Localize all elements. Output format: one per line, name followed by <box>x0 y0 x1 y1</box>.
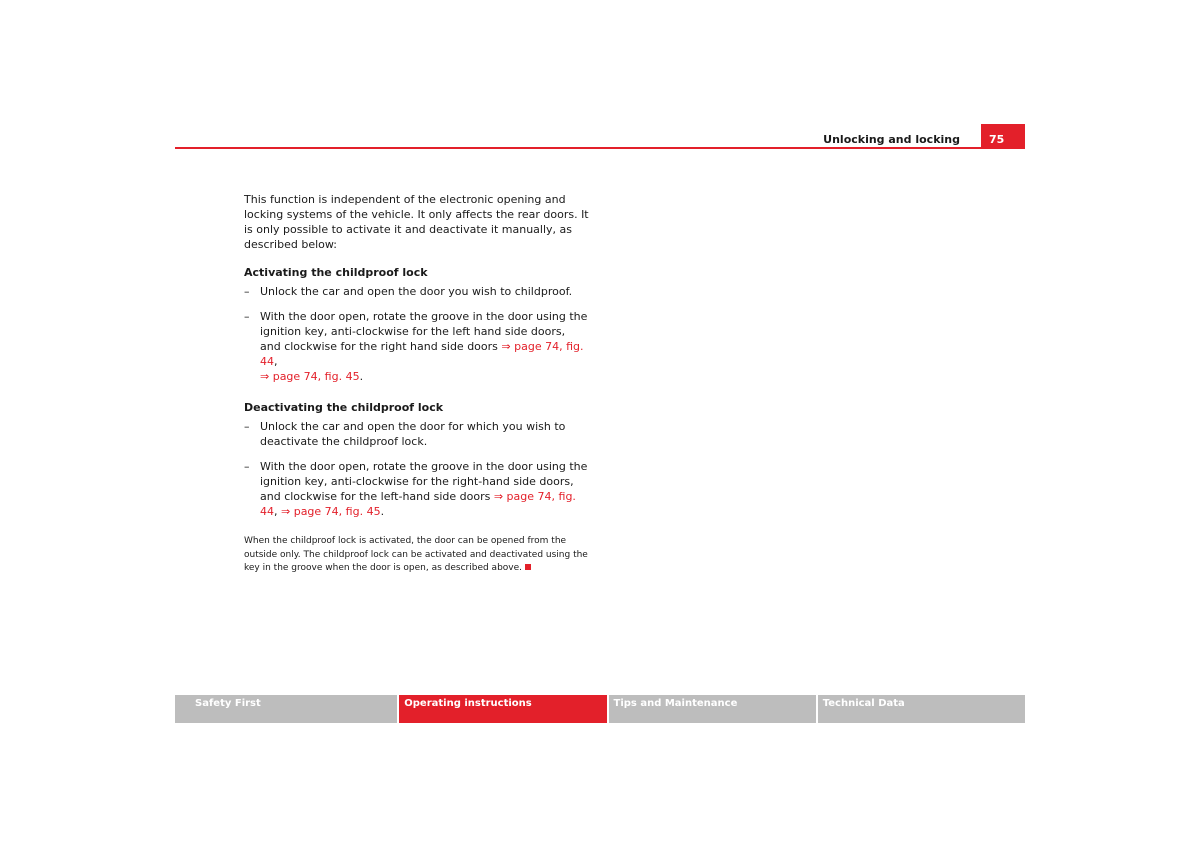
footer-chapter-tabs <box>175 695 1025 723</box>
intro-paragraph: This function is independent of the electronic opening and locking systems of the vehicle. It only affects the rear doors. It is only possible to activate it and deactivate it manually, as described below: <box>244 193 589 251</box>
page-reference-link[interactable]: ⇒ page 74, fig. 44 <box>260 340 584 368</box>
tab-safety-first[interactable]: Safety First <box>175 695 397 723</box>
activate-step-1 <box>244 284 589 299</box>
deactivate-step-2 <box>244 459 589 519</box>
note-paragraph <box>244 535 589 576</box>
list-dash: – <box>244 310 250 323</box>
page-reference-link[interactable]: ⇒ page 74, fig. 45 <box>260 370 360 383</box>
section-title: Unlocking and locking <box>823 133 960 146</box>
tab-tips-and-maintenance[interactable]: Tips and Maintenance <box>609 695 816 723</box>
deactivate-heading: Deactivating the childproof lock <box>244 401 444 414</box>
step-text: With the door open, rotate the groove in the door using the ignition key, anti-clockwise for the left hand side doors, and clockwise for the right hand side doors <box>260 310 588 353</box>
end-of-section-square-icon <box>525 564 531 570</box>
page-reference-link[interactable]: ⇒ page 74, fig. 44 <box>260 490 576 518</box>
page-number: 75 <box>981 124 1025 148</box>
step-text: With the door open, rotate the groove in the door using the ignition key, anti-clockwise for the right-hand side doors, and clockwise for the left-hand side doors <box>260 460 588 503</box>
separator: , <box>274 505 281 518</box>
activate-step-2 <box>244 309 589 384</box>
deactivate-step-1 <box>244 419 589 449</box>
separator: , <box>274 355 278 368</box>
tab-operating-instructions[interactable]: Operating instructions <box>399 695 606 723</box>
tab-technical-data[interactable]: Technical Data <box>818 695 1025 723</box>
list-dash: – <box>244 285 250 298</box>
period: . <box>359 370 364 383</box>
activate-heading: Activating the childproof lock <box>244 266 428 279</box>
page-reference-link[interactable]: ⇒ page 74, fig. 45 <box>281 505 381 518</box>
period: . <box>380 505 385 518</box>
list-dash: – <box>244 460 250 473</box>
note-text: When the childproof lock is activated, the door can be opened from the outside only. The childproof lock can be activated and deactivated using the key in the groove when the door is open, as described above. <box>244 536 588 573</box>
header-rule <box>175 147 1025 149</box>
list-dash: – <box>244 420 250 433</box>
step-text: Unlock the car and open the door you wish to childproof. <box>260 285 573 298</box>
step-text: Unlock the car and open the door for which you wish to deactivate the childproof lock. <box>260 420 566 448</box>
main-content <box>244 192 589 576</box>
